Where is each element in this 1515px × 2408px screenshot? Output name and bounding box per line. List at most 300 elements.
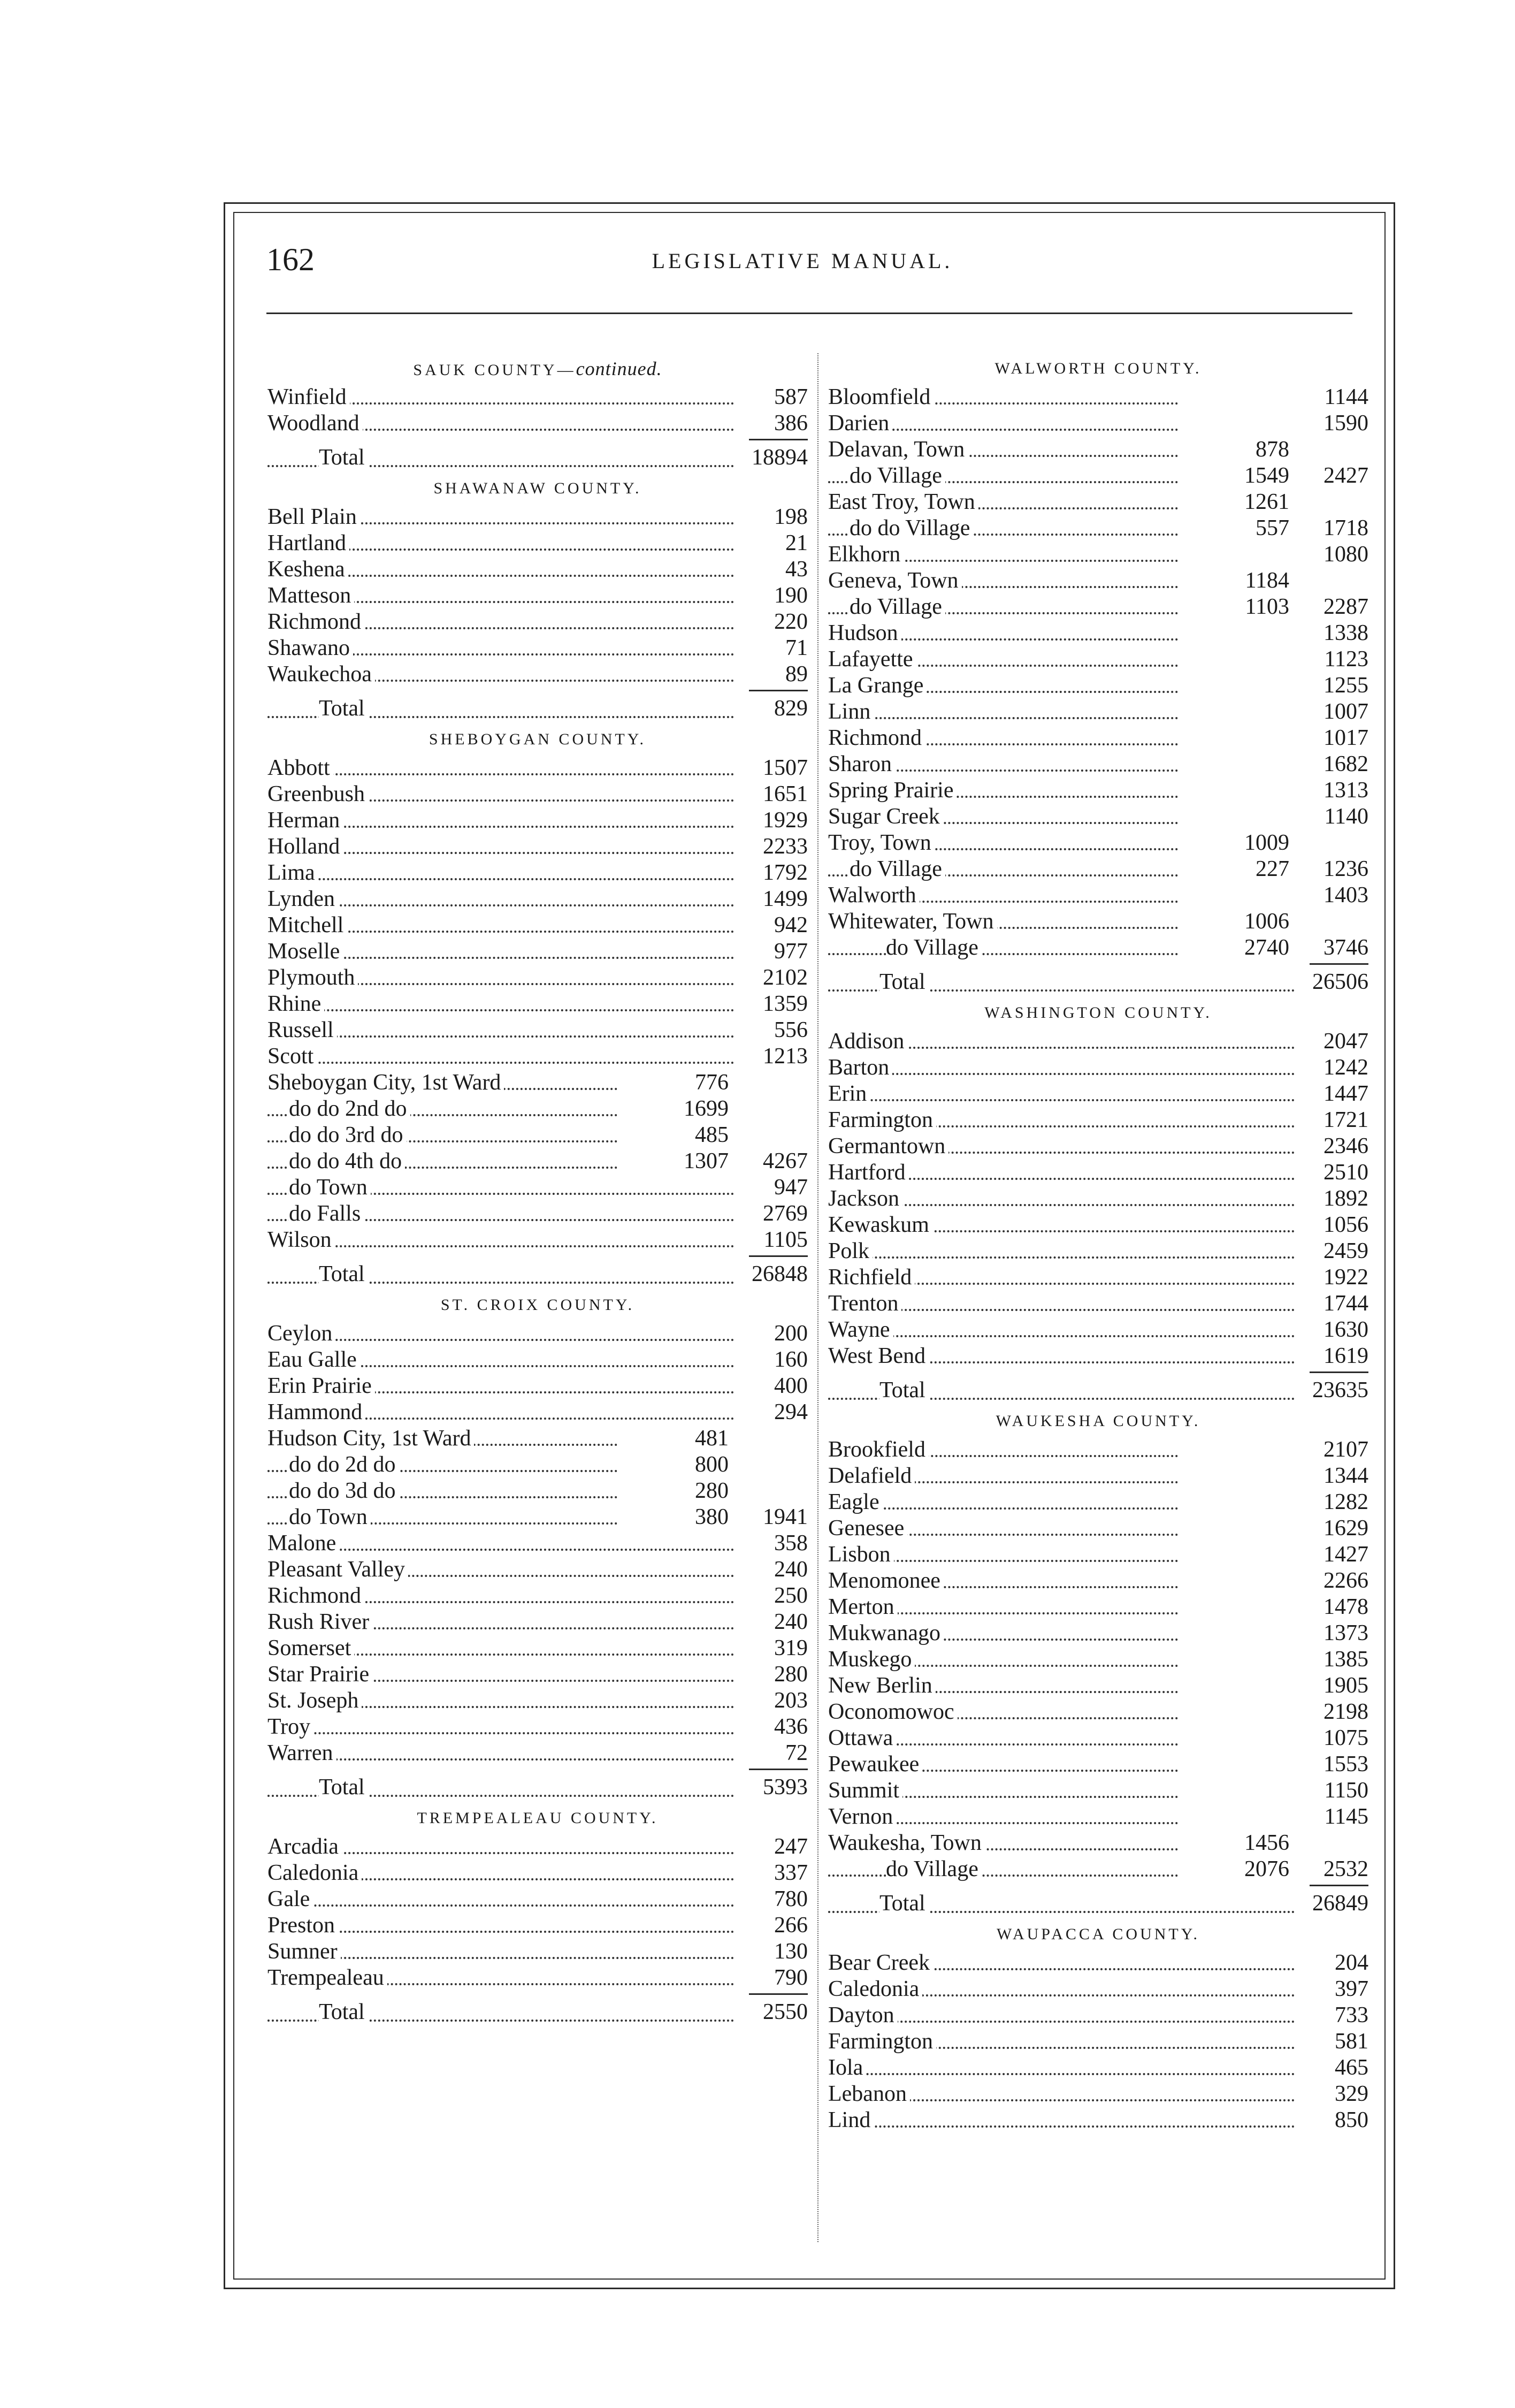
table-row	[828, 1291, 1368, 1317]
table-row	[267, 991, 808, 1017]
population-value: 3746	[1323, 935, 1368, 960]
town-name: Vernon	[828, 1804, 896, 1829]
population-value: 358	[774, 1531, 808, 1556]
left-column	[267, 353, 808, 2247]
population-value: 977	[774, 939, 808, 964]
ward-value: 1184	[1245, 568, 1289, 593]
town-name: Holland	[267, 834, 343, 859]
table-row	[828, 1081, 1368, 1107]
town-name: Eagle	[828, 1490, 883, 1514]
table-row	[828, 1856, 1368, 1883]
town-name: Dayton	[828, 2003, 898, 2028]
table-row	[828, 2002, 1368, 2029]
population-value: 2287	[1323, 595, 1368, 619]
population-value: 1630	[1323, 1317, 1368, 1342]
table-row	[267, 1583, 808, 1609]
total-row	[828, 1375, 1368, 1406]
town-name: Lynden	[267, 887, 338, 911]
town-name: do do 3rd do	[289, 1123, 407, 1147]
town-name: do do 4th do	[289, 1149, 405, 1173]
table-row	[267, 965, 808, 991]
table-row	[828, 1594, 1368, 1620]
ward-value: 280	[695, 1479, 729, 1503]
town-name: Winfield	[267, 385, 350, 409]
total-row	[267, 1772, 808, 1803]
total-value: 26506	[1312, 970, 1368, 994]
town-name: Lind	[828, 2108, 874, 2132]
table-row	[267, 807, 808, 834]
population-value: 1242	[1323, 1055, 1368, 1080]
table-row	[828, 1160, 1368, 1186]
population-value: 250	[774, 1583, 808, 1608]
population-value: 2510	[1323, 1160, 1368, 1185]
population-value: 556	[774, 1018, 808, 1042]
town-name: Hudson	[828, 621, 901, 645]
town-name: do Village	[886, 1857, 982, 1881]
total-value: 23635	[1312, 1378, 1368, 1403]
sum-rule	[267, 1766, 808, 1772]
table-row	[267, 1321, 808, 1347]
table-row	[267, 1635, 808, 1662]
population-value: 850	[1335, 2108, 1368, 2132]
total-row	[267, 1259, 808, 1290]
ward-value: 1456	[1244, 1831, 1289, 1855]
population-value: 1236	[1323, 857, 1368, 881]
population-value: 1922	[1323, 1265, 1368, 1290]
table-row	[267, 1347, 808, 1373]
population-value: 1427	[1323, 1542, 1368, 1567]
population-value: 1892	[1323, 1186, 1368, 1211]
table-row	[267, 1965, 808, 1991]
table-row	[828, 1515, 1368, 1542]
population-value: 1682	[1323, 752, 1368, 776]
table-row	[828, 2107, 1368, 2133]
town-name: Geneva, Town	[828, 568, 962, 593]
population-value: 1105	[763, 1228, 808, 1252]
total-value: 5393	[763, 1775, 808, 1800]
population-value: 2107	[1323, 1437, 1368, 1462]
population-value: 1313	[1323, 778, 1368, 803]
town-name: Farmington	[828, 1108, 936, 1132]
population-value: 1447	[1323, 1081, 1368, 1106]
population-value: 2266	[1323, 1568, 1368, 1593]
population-value: 2047	[1323, 1029, 1368, 1054]
population-value: 581	[1335, 2029, 1368, 2054]
population-value: 733	[1335, 2003, 1368, 2028]
population-value: 1478	[1323, 1595, 1368, 1619]
population-value: 1017	[1323, 726, 1368, 750]
town-name: Walworth	[828, 883, 920, 908]
table-row	[828, 1751, 1368, 1778]
table-row	[828, 2029, 1368, 2055]
table-row	[828, 1463, 1368, 1489]
town-name: Brookfield	[828, 1437, 929, 1462]
population-value: 1941	[763, 1505, 808, 1529]
town-name: Jackson	[828, 1186, 902, 1211]
table-row	[828, 410, 1368, 437]
total-row	[828, 966, 1368, 997]
sum-rule	[267, 437, 808, 442]
population-value: 1359	[763, 992, 808, 1016]
population-value: 386	[774, 411, 808, 436]
table-row	[267, 1557, 808, 1583]
town-name: Russell	[267, 1018, 337, 1042]
table-row	[828, 542, 1368, 568]
table-row	[828, 515, 1368, 542]
population-value: 1075	[1323, 1726, 1368, 1750]
town-name: Pewaukee	[828, 1752, 922, 1777]
population-value: 203	[774, 1688, 808, 1713]
population-value: 1651	[763, 782, 808, 806]
population-value: 1718	[1323, 516, 1368, 540]
table-row	[267, 1373, 808, 1399]
table-row	[267, 1886, 808, 1912]
population-value: 1385	[1323, 1647, 1368, 1672]
town-name: Arcadia	[267, 1834, 342, 1859]
table-row	[828, 856, 1368, 882]
table-row	[267, 1688, 808, 1714]
table-row	[267, 1834, 808, 1860]
town-name: Malone	[267, 1531, 339, 1556]
town-name: Trempealeau	[267, 1965, 387, 1990]
section-title-st-croix: ST. CROIX COUNTY.	[440, 1296, 635, 1314]
table-row	[828, 646, 1368, 673]
total-label: Total	[319, 2000, 368, 2024]
total-value: 2550	[763, 2000, 808, 2024]
town-name: Preston	[267, 1913, 338, 1938]
section-title-trempealeau: TREMPEALEAU COUNTY.	[417, 1809, 659, 1827]
table-row	[828, 830, 1368, 856]
town-name: Sheboygan City, 1st Ward	[267, 1070, 504, 1095]
population-value: 266	[774, 1913, 808, 1938]
table-row	[267, 886, 808, 912]
town-name: Caledonia	[828, 1977, 922, 2001]
town-name: Delafield	[828, 1464, 915, 1488]
population-value: 780	[774, 1887, 808, 1911]
section-title-washington: WASHINGTON COUNTY.	[984, 1004, 1212, 1022]
ward-value: 1009	[1244, 830, 1289, 855]
town-name: Merton	[828, 1595, 898, 1619]
total-value: 829	[774, 696, 808, 721]
population-value: 130	[774, 1939, 808, 1964]
population-value: 1590	[1323, 411, 1368, 436]
total-label: Total	[879, 1378, 929, 1403]
town-name: Iola	[828, 2055, 866, 2080]
population-value: 329	[1335, 2082, 1368, 2106]
town-name: Lebanon	[828, 2082, 910, 2106]
town-name: Matteson	[267, 583, 354, 608]
table-row	[267, 1478, 808, 1504]
population-value: 1344	[1323, 1464, 1368, 1488]
table-row	[828, 594, 1368, 620]
table-row	[828, 699, 1368, 725]
population-value: 2532	[1323, 1857, 1368, 1881]
town-name: Germantown	[828, 1134, 948, 1159]
town-name: Pleasant Valley	[267, 1557, 408, 1582]
population-value: 1373	[1323, 1621, 1368, 1645]
ward-value: 1699	[684, 1096, 729, 1121]
population-value: 2427	[1323, 463, 1368, 488]
population-value: 198	[774, 505, 808, 529]
town-name: Genesee	[828, 1516, 907, 1541]
population-value: 1403	[1323, 883, 1368, 908]
town-name: Waukesha, Town	[828, 1831, 985, 1855]
table-row	[267, 1148, 808, 1175]
table-row	[267, 1860, 808, 1886]
population-value: 947	[774, 1175, 808, 1200]
town-name: Elkhorn	[828, 542, 904, 567]
sum-rule	[267, 688, 808, 693]
population-value: 247	[774, 1834, 808, 1859]
table-row	[267, 834, 808, 860]
population-value: 2346	[1323, 1134, 1368, 1159]
ward-value: 1103	[1245, 595, 1289, 619]
population-value: 1905	[1323, 1673, 1368, 1698]
town-name: Trenton	[828, 1291, 901, 1316]
town-name: Woodland	[267, 411, 363, 436]
population-value: 240	[774, 1610, 808, 1634]
table-row	[267, 1939, 808, 1965]
ward-value: 878	[1256, 437, 1289, 462]
table-row	[267, 1452, 808, 1478]
town-name: do do 2d do	[289, 1452, 399, 1477]
table-row	[828, 463, 1368, 489]
town-name: Gale	[267, 1887, 313, 1911]
table-row	[267, 583, 808, 609]
town-name: Moselle	[267, 939, 343, 964]
table-row	[828, 1950, 1368, 1976]
town-name: Mukwanago	[828, 1621, 944, 1645]
population-value: 1282	[1323, 1490, 1368, 1514]
table-row	[267, 860, 808, 886]
town-name: Eau Galle	[267, 1347, 360, 1372]
town-name: Hammond	[267, 1400, 365, 1424]
town-name: Scott	[267, 1044, 317, 1069]
header-rule	[266, 313, 1352, 314]
population-value: 2233	[763, 834, 808, 859]
population-value: 397	[1335, 1977, 1368, 2001]
town-name: do Village	[850, 857, 945, 881]
town-name: do Village	[850, 463, 945, 488]
town-name: do Town	[289, 1175, 371, 1200]
town-name: Warren	[267, 1741, 336, 1765]
table-row	[828, 751, 1368, 778]
town-name: Wilson	[267, 1228, 335, 1252]
town-name: Oconomowoc	[828, 1700, 958, 1724]
ward-value: 481	[695, 1426, 729, 1451]
table-row	[828, 1620, 1368, 1647]
population-value: 220	[774, 609, 808, 634]
table-row	[828, 935, 1368, 961]
table-row	[828, 1699, 1368, 1725]
town-name: La Grange	[828, 673, 927, 698]
town-name: Darien	[828, 411, 892, 436]
table-row	[828, 1107, 1368, 1133]
total-row	[267, 1996, 808, 2028]
sum-rule	[828, 1883, 1368, 1888]
total-label: Total	[319, 1775, 368, 1800]
sum-rule	[828, 1369, 1368, 1375]
population-value: 1744	[1323, 1291, 1368, 1316]
table-row	[267, 1530, 808, 1557]
table-row	[267, 530, 808, 557]
town-name: Greenbush	[267, 782, 368, 806]
population-value: 1213	[763, 1044, 808, 1069]
table-row	[267, 1201, 808, 1227]
town-name: Troy, Town	[828, 830, 935, 855]
total-row	[828, 1888, 1368, 1919]
town-name: Barton	[828, 1055, 892, 1080]
table-row	[267, 1662, 808, 1688]
town-name: Shawano	[267, 636, 353, 660]
table-row	[828, 568, 1368, 594]
town-name: Linn	[828, 699, 874, 724]
town-name: Summit	[828, 1778, 902, 1803]
table-row	[267, 1399, 808, 1426]
section-title-waupacca: WAUPACCA COUNTY.	[996, 1925, 1200, 1943]
total-label: Total	[879, 970, 929, 994]
population-value: 337	[774, 1861, 808, 1885]
table-row	[828, 1133, 1368, 1160]
population-value: 1255	[1323, 673, 1368, 698]
table-row	[828, 778, 1368, 804]
table-row	[828, 1976, 1368, 2002]
section-title-sheboygan: SHEBOYGAN COUNTY.	[429, 730, 647, 748]
table-row	[828, 725, 1368, 751]
table-row	[828, 1343, 1368, 1369]
table-row	[828, 1264, 1368, 1291]
town-name: Muskego	[828, 1647, 915, 1672]
town-name: Waukechoa	[267, 662, 375, 687]
table-row	[828, 1186, 1368, 1212]
table-row	[828, 1673, 1368, 1699]
population-value: 1619	[1323, 1344, 1368, 1368]
ward-value: 2076	[1244, 1857, 1289, 1881]
table-row	[267, 1096, 808, 1122]
town-name: Bloomfield	[828, 385, 934, 409]
table-row	[828, 1489, 1368, 1515]
table-row	[267, 939, 808, 965]
table-row	[828, 1804, 1368, 1830]
table-row	[828, 882, 1368, 909]
population-value: 1080	[1323, 542, 1368, 567]
population-value: 190	[774, 583, 808, 608]
table-row	[828, 1055, 1368, 1081]
town-name: East Troy, Town	[828, 490, 978, 514]
town-name: Ottawa	[828, 1726, 896, 1750]
population-value: 72	[785, 1741, 808, 1765]
town-name: St. Joseph	[267, 1688, 362, 1713]
population-value: 1499	[763, 887, 808, 911]
population-value: 1007	[1323, 699, 1368, 724]
population-value: 1056	[1323, 1213, 1368, 1237]
population-value: 4267	[763, 1149, 808, 1173]
town-name: Spring Prairie	[828, 778, 957, 803]
table-row	[828, 1830, 1368, 1856]
sum-rule	[828, 961, 1368, 966]
population-value: 2102	[763, 965, 808, 990]
population-value: 1150	[1324, 1778, 1368, 1803]
table-row	[828, 1238, 1368, 1264]
table-row	[267, 1175, 808, 1201]
town-name: Wayne	[828, 1317, 893, 1342]
ward-value: 1549	[1244, 463, 1289, 488]
town-name: do Village	[886, 935, 982, 960]
page-number: 162	[266, 242, 315, 277]
table-row	[828, 1028, 1368, 1055]
total-value: 26848	[752, 1262, 808, 1286]
town-name: Somerset	[267, 1636, 354, 1660]
ward-value: 1006	[1244, 909, 1289, 934]
town-name: Ceylon	[267, 1321, 335, 1346]
town-name: Herman	[267, 808, 343, 833]
town-name: Mitchell	[267, 913, 347, 938]
town-name: do do 3d do	[289, 1479, 399, 1503]
town-name: do Town	[289, 1505, 371, 1529]
town-name: Lima	[267, 860, 318, 885]
population-value: 280	[774, 1662, 808, 1687]
ward-value: 800	[695, 1452, 729, 1477]
population-value: 1338	[1323, 621, 1368, 645]
total-value: 18894	[752, 445, 808, 470]
section-title-shawanaw: SHAWANAW COUNTY.	[433, 479, 642, 497]
table-row	[267, 1227, 808, 1253]
table-row	[828, 1778, 1368, 1804]
ward-value: 1261	[1244, 490, 1289, 514]
town-name: Polk	[828, 1239, 873, 1263]
ward-value: 557	[1256, 516, 1289, 540]
ward-value: 485	[695, 1123, 729, 1147]
town-name: do Village	[850, 595, 945, 619]
table-row	[828, 1647, 1368, 1673]
town-name: Lisbon	[828, 1542, 894, 1567]
table-row	[828, 909, 1368, 935]
table-row	[267, 1122, 808, 1148]
town-name: Sugar Creek	[828, 804, 943, 829]
population-value: 2769	[763, 1201, 808, 1226]
table-row	[828, 437, 1368, 463]
table-row	[267, 1070, 808, 1096]
town-name: Hartford	[828, 1160, 909, 1185]
population-value: 1140	[1324, 804, 1368, 829]
column-divider	[817, 353, 818, 2242]
population-value: 1929	[763, 808, 808, 833]
ward-value: 380	[695, 1505, 729, 1529]
table-row	[828, 2055, 1368, 2081]
town-name: Keshena	[267, 557, 348, 582]
table-row	[267, 1714, 808, 1740]
town-name: do do 2nd do	[289, 1096, 410, 1121]
population-value: 1507	[763, 756, 808, 780]
population-value: 1721	[1323, 1108, 1368, 1132]
town-name: Hartland	[267, 531, 349, 555]
table-row	[828, 489, 1368, 515]
town-name: do do Village	[850, 516, 973, 540]
table-row	[267, 557, 808, 583]
town-name: Kewaskum	[828, 1213, 932, 1237]
town-name: Rhine	[267, 992, 324, 1016]
population-value: 204	[1335, 1950, 1368, 1975]
section-title-waukesha: WAUKESHA COUNTY.	[996, 1412, 1201, 1430]
total-label: Total	[879, 1891, 929, 1916]
table-row	[828, 1212, 1368, 1238]
section-title-walworth: WALWORTH COUNTY.	[994, 360, 1202, 377]
town-name: Hudson City, 1st Ward	[267, 1426, 474, 1451]
town-name: Troy	[267, 1714, 313, 1739]
town-name: Plymouth	[267, 965, 358, 990]
population-value: 790	[774, 1965, 808, 1990]
town-name: Bell Plain	[267, 505, 360, 529]
